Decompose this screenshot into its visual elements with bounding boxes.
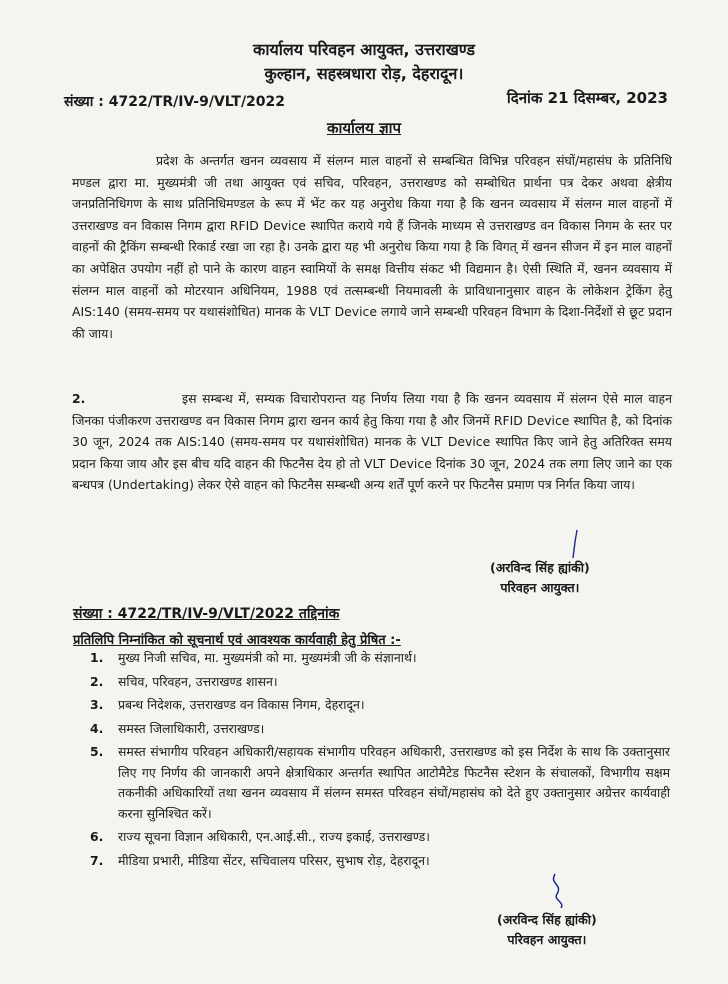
list-item: 7. मीडिया प्रभारी, मीडिया सेंटर, सचिवालय परिसर, सुभाष रोड़, देहरादून। bbox=[90, 852, 430, 868]
paragraph-2 bbox=[72, 388, 672, 496]
paragraph-2-number: 2. bbox=[72, 391, 86, 406]
document-date: दिनांक 21 दिसम्बर, 2023 bbox=[506, 89, 668, 107]
list-item: 4. समस्त जिलाधिकारी, उत्तराखण्ड। bbox=[90, 720, 265, 736]
list-item: 2. सचिव, परिवहन, उत्तराखण्ड शासन। bbox=[90, 673, 278, 689]
document-title: कार्यालय ज्ञाप bbox=[326, 119, 402, 137]
list-item: 6. राज्य सूचना विज्ञान अधिकारी, एन.आई.सी., राज्य इकाई, उत्तराखण्ड। bbox=[90, 829, 430, 844]
paragraph-2-text: इस सम्बन्ध में, सम्यक विचारोपरान्त यह निर्णय लिया गया है कि खनन व्यवसाय में संलग्न ऐसे माल वाहन जिनका पंजीकरण उत्तराखण्ड वन विकास निगम द्वारा खनन कार्य हेतु किया गया है और जिनमें RFID Device स्थापित है, को दिनांक 30 जून, 2024 तक AIS:140 (समय-समय पर यथासंशोधित) मानक के VLT Device स्थापित किए जाने हेतु अतिरिक्त समय प्रदान किया जाय और इस बीच यदि वाहन की फिटनैस देय हो तो VLT Device दिनांक 30 जून, 2024 तक लगा लिए जाने का एक बन्धपत्र (Undertaking) लेकर ऐसे वाहन को फिटनैस सम्बन्धी अन्य शर्तें पूर्ण करने पर फिटनैस प्रमाण पत्र निर्गत किया जाय। bbox=[72, 391, 672, 493]
signatory-designation: परिवहन आयुक्त। bbox=[500, 580, 580, 595]
signature-block-2 bbox=[497, 910, 597, 950]
reference-number: संख्या : 4722/TR/IV-9/VLT/2022 bbox=[64, 94, 286, 110]
signature-mark bbox=[545, 870, 575, 910]
signatory-designation: परिवहन आयुक्त। bbox=[507, 932, 587, 947]
office-address: कुल्हान, सहस्त्रधारा रोड़, देहरादून। bbox=[264, 64, 464, 83]
reference-number-2: संख्या : 4722/TR/IV-9/VLT/2022 तद्दिनांक bbox=[73, 606, 340, 622]
paragraph-1: प्रदेश के अन्तर्गत खनन व्यवसाय में संलग्न माल वाहनों से सम्बन्धित विभिन्न परिवहन संघों/महासंघ के प्रतिनिधि मण्डल द्वारा मा. मुख्यमंत्री जी तथा आयुक्त एवं सचिव, परिवहन, उत्तराखण्ड को सम्बोधित प्रार्थना पत्र देकर अथवा क्षेत्रीय जनप्रतिनिधिगण के साथ प्रतिनिधिमण्डल के रूप में भेंट कर यह अनुरोध किया गया है कि खनन व्यवसाय में संलग्न माल वाहनों में उत्तराखण्ड वन विकास निगम द्वारा RFID Device स्थापित कराये गये हैं जिनके माध्यम से उत्तराखण्ड वन विकास निगम के स्तर पर वाहनों की ट्रैकिंग सम्बन्धी रिकार्ड रखा जा रहा है। उनके द्वारा यह भी अनुरोध किया गया है कि विगत् में खनन सीजन में इन माल वाहनों का अपेक्षित उपयोग नहीं हो पाने के कारण वाहन स्वामियों के समक्ष वित्तीय संकट भी विद्यमान है। ऐसी स्थिति में, खनन व्यवसाय में संलग्न माल वाहनों को मोटरयान अधिनियम, 1988 एवं तत्सम्बन्धी नियमावली के प्राविधानानुसार वाहन के लोकेशन ट्रेकिंग हेतु AIS:140 (समय-समय पर यथासंशोधित) मानक के VLT Device लगाये जाने सम्बन्धी परिवहन विभाग के दिशा-निर्देशों से छूट प्रदान की जाय। bbox=[72, 153, 672, 341]
copy-heading: प्रतिलिपि निम्नांकित को सूचनार्थ एवं आवश्यक कार्यवाही हेतु प्रेषित :- bbox=[73, 633, 401, 648]
signature-block-1 bbox=[490, 558, 590, 598]
list-item: 5. समस्त संभागीय परिवहन अधिकारी/सहायक संभागीय परिवहन अधिकारी, उत्तराखण्ड को इस निर्देश के साथ कि उक्तानुसार लिए गए निर्णय की जानकारी अपने क्षेत्राधिकार अन्तर्गत स्थापित आटोमैटेड फिटनैस स्टेशन के संचालकों, विभागीय सक्षम तकनीकी अधिकारियों तथा खनन व्यवसाय में संलग्न समस्त परिवहन संघों/महासंघ को देते हुए उक्तानुसार अग्रेत्तर कार्यवाही करना सुनिश्चित करें। bbox=[90, 744, 670, 821]
copy-list bbox=[90, 648, 670, 874]
list-item: 3. प्रबन्ध निदेशक, उत्तराखण्ड वन विकास निगम, देहरादून। bbox=[90, 697, 365, 712]
signatory-name: (अरविन्द सिंह ह्यांकी) bbox=[497, 912, 597, 927]
list-item: 1. मुख्य निजी सचिव, मा. मुख्यमंत्री को मा. मुख्यमंत्री जी के संज्ञानार्थ। bbox=[90, 650, 417, 665]
office-heading: कार्यालय परिवहन आयुक्त, उत्तराखण्ड bbox=[253, 40, 475, 59]
signatory-name: (अरविन्द सिंह ह्यांकी) bbox=[490, 560, 590, 575]
